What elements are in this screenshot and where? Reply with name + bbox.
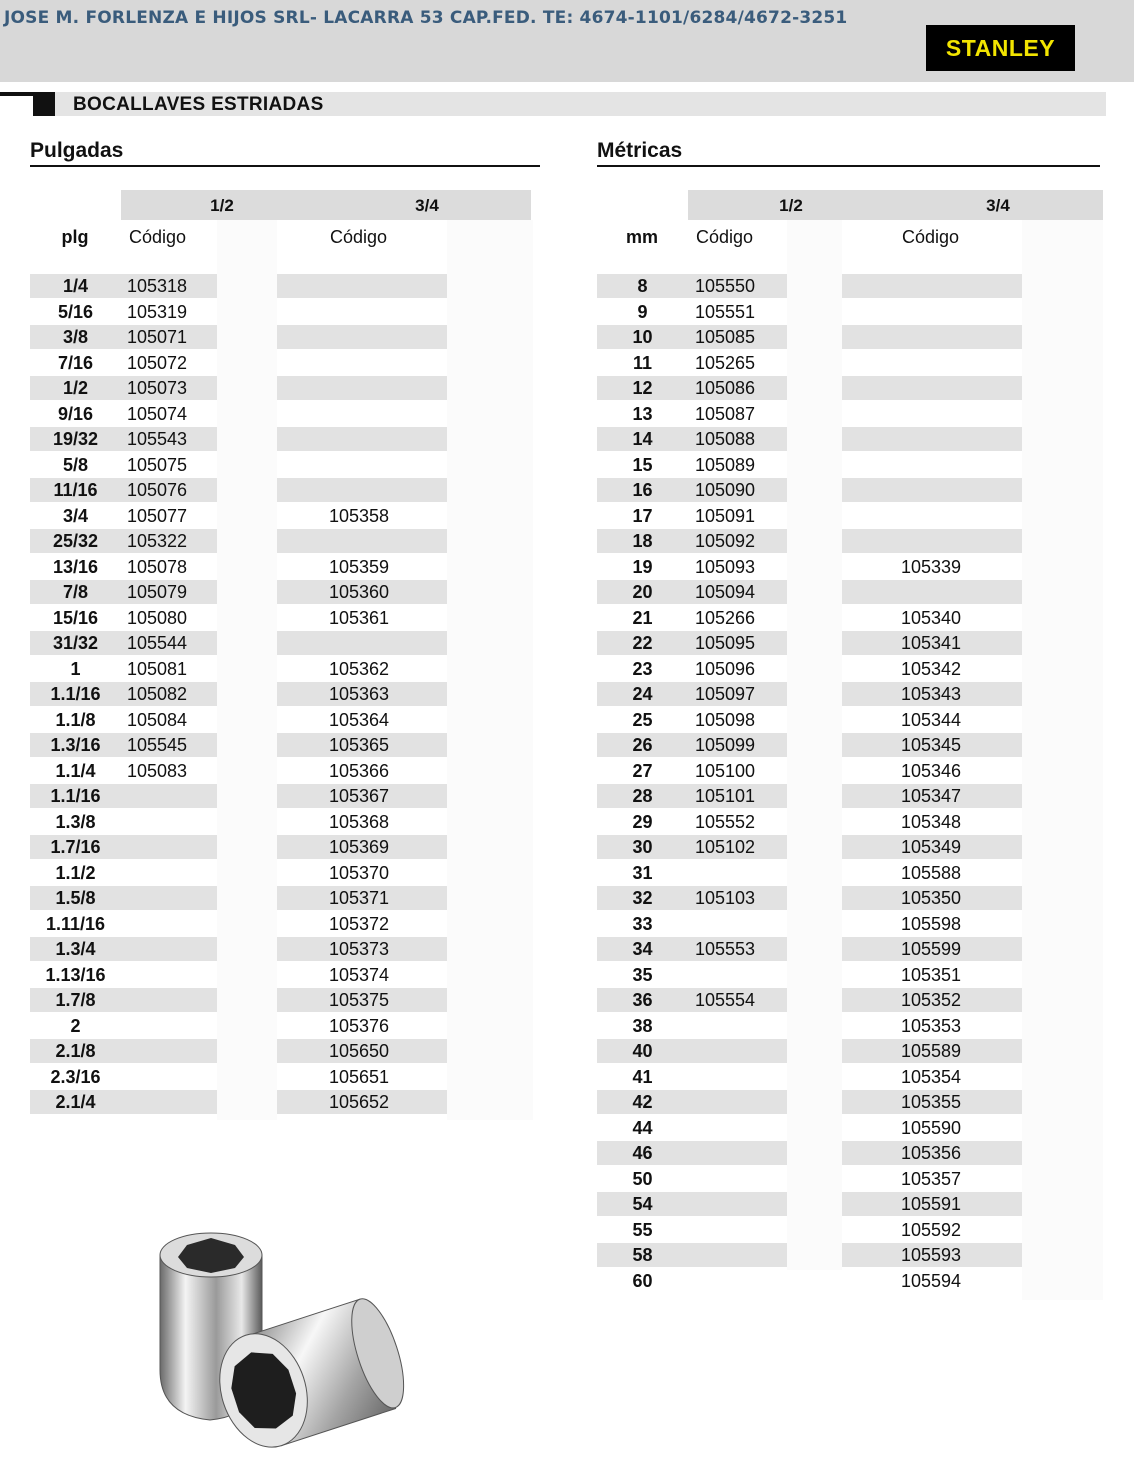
metricas-code-a-cell: 105090: [688, 478, 787, 502]
metricas-code-b-cell: 105350: [842, 886, 1022, 910]
metricas-size-cell: 11: [632, 352, 653, 373]
pulgadas-size-cell: 1/2: [30, 376, 121, 400]
pulgadas-code-b-cell: 105373: [277, 937, 447, 961]
metricas-code-b-cell: 105598: [901, 913, 962, 934]
pulgadas-size-cell: 1.7/16: [30, 835, 121, 859]
pulgadas-code-a-cell: [121, 835, 217, 859]
metricas-code-a-cell: 105101: [688, 784, 787, 808]
pulgadas-size-cell: 1/4: [30, 274, 121, 298]
pulgadas-code-a-cell: 105082: [121, 682, 217, 706]
pulgadas-code-b-cell: 105364: [329, 709, 390, 730]
pulgadas-size-cell: 1.3/4: [30, 937, 121, 961]
metricas-code-b-cell: 105340: [901, 607, 962, 628]
pulgadas-code-a-cell: 105072: [127, 352, 188, 373]
metricas-code-a-cell: 105103: [688, 886, 787, 910]
pulgadas-size-label: plg: [61, 227, 89, 247]
metricas-size-cell: 18: [597, 529, 688, 553]
pulgadas-code-a-cell: 105071: [121, 325, 217, 349]
metricas-size-cell: 23: [632, 658, 653, 679]
metricas-spacer-col: [787, 220, 842, 1270]
pulgadas-code-a-cell: [121, 1090, 217, 1114]
pulgadas-size-cell: 15/16: [52, 607, 99, 628]
pulgadas-code-b-cell: 105651: [329, 1066, 390, 1087]
metricas-code-b-cell: 105589: [842, 1039, 1022, 1063]
pulgadas-code-b-cell: 105372: [329, 913, 390, 934]
pulgadas-size-cell: 1.1/8: [55, 709, 96, 730]
metricas-size-cell: 42: [597, 1090, 688, 1114]
pulgadas-code-a-cell: [121, 937, 217, 961]
metricas-code-a-cell: 105088: [688, 427, 787, 451]
pulgadas-size-cell: 1.3/16: [30, 733, 121, 757]
metricas-size-cell: 50: [632, 1168, 653, 1189]
pulgadas-size-cell: 7/8: [30, 580, 121, 604]
metricas-size-cell: 41: [632, 1066, 653, 1087]
metricas-code-a-cell: 105087: [695, 403, 756, 424]
pulgadas-size-cell: 1.1/16: [30, 682, 121, 706]
pulgadas-code-a-cell: 105078: [127, 556, 188, 577]
pulgadas-code-a-cell: 105084: [127, 709, 188, 730]
metricas-size-cell: 27: [632, 760, 653, 781]
pulgadas-code-b-cell: [277, 427, 447, 451]
pulgadas-code-a-cell: [121, 886, 217, 910]
metricas-size-cell: 30: [597, 835, 688, 859]
metricas-code-b-cell: [842, 453, 1022, 477]
pulgadas-code-a-cell: [121, 810, 217, 834]
metricas-size-cell: 26: [597, 733, 688, 757]
metricas-code-b-cell: 105599: [842, 937, 1022, 961]
metricas-code-b-cell: [842, 274, 1022, 298]
pulgadas-code-label-a: Código: [129, 227, 187, 247]
pulgadas-code-b-cell: [277, 631, 447, 655]
metricas-code-a-cell: 105089: [695, 454, 756, 475]
metricas-size-cell: 36: [597, 988, 688, 1012]
metricas-code-a-cell: [688, 1269, 787, 1293]
pulgadas-size-cell: 1.7/8: [30, 988, 121, 1012]
metricas-size-cell: 46: [597, 1141, 688, 1165]
pulgadas-code-b-cell: 105363: [277, 682, 447, 706]
pulgadas-code-a-cell: 105544: [121, 631, 217, 655]
metricas-size-cell: 31: [632, 862, 653, 883]
pulgadas-size-cell: 1.11/16: [45, 913, 106, 934]
metricas-size-cell: 8: [597, 274, 688, 298]
metricas-code-a-cell: [688, 1116, 787, 1140]
metricas-code-a-cell: [688, 912, 787, 936]
pulgadas-size-cell: 2.1/4: [30, 1090, 121, 1114]
metricas-code-b-cell: 105353: [901, 1015, 962, 1036]
metricas-size-cell: 16: [597, 478, 688, 502]
pulgadas-code-b-cell: 105652: [277, 1090, 447, 1114]
pulgadas-size-cell: 1.1/4: [55, 760, 96, 781]
metricas-size-cell: 35: [632, 964, 653, 985]
metricas-code-b-cell: [842, 300, 1022, 324]
metricas-size-cell: 60: [632, 1270, 653, 1291]
pulgadas-code-b-cell: [277, 325, 447, 349]
pulgadas-code-b-cell: 105370: [329, 862, 390, 883]
metricas-size-cell: 15: [632, 454, 653, 475]
metricas-group-b: 3/4: [986, 196, 1010, 215]
pulgadas-code-b-cell: [277, 274, 447, 298]
pulgadas-code-a-cell: [121, 988, 217, 1012]
metricas-code-a-cell: [688, 1039, 787, 1063]
pulgadas-code-b-cell: 105366: [329, 760, 390, 781]
pulgadas-code-a-cell: [121, 784, 217, 808]
metricas-code-b-cell: 105345: [842, 733, 1022, 757]
metricas-code-label-a: Código: [696, 227, 754, 247]
pulgadas-group-a: 1/2: [210, 196, 234, 215]
pulgadas-code-a-cell: 105083: [127, 760, 188, 781]
pulgadas-size-cell: 1.13/16: [45, 964, 106, 985]
metricas-code-a-cell: 105095: [688, 631, 787, 655]
pulgadas-size-cell: 25/32: [30, 529, 121, 553]
pulgadas-size-cell: 2.3/16: [50, 1066, 101, 1087]
metricas-size-cell: 44: [632, 1117, 653, 1138]
pulgadas-code-a-cell: 105081: [127, 658, 188, 679]
pulgadas-spacer-col-2: [447, 220, 533, 1120]
metricas-size-cell: 20: [597, 580, 688, 604]
pulgadas-size-cell: 5/8: [62, 454, 89, 475]
metricas-size-cell: 28: [597, 784, 688, 808]
metricas-code-b-cell: 105349: [842, 835, 1022, 859]
metricas-size-cell: 17: [632, 505, 653, 526]
pulgadas-code-label-b: Código: [330, 227, 388, 247]
metricas-spacer-col-2: [1022, 220, 1103, 1300]
pulgadas-code-b-cell: 105367: [277, 784, 447, 808]
metricas-code-b-cell: 105357: [901, 1168, 962, 1189]
metricas-code-b-cell: 105592: [901, 1219, 962, 1240]
metricas-code-a-cell: [688, 1167, 787, 1191]
metricas-code-a-cell: 105091: [695, 505, 756, 526]
metricas-code-b-cell: 105344: [901, 709, 962, 730]
metricas-code-b-cell: [842, 351, 1022, 375]
pulgadas-code-a-cell: [121, 1014, 217, 1038]
metricas-code-a-cell: [688, 861, 787, 885]
pulgadas-rule: [30, 165, 540, 167]
metricas-size-cell: 29: [632, 811, 653, 832]
metricas-code-a-cell: 105098: [695, 709, 756, 730]
metricas-code-b-cell: 105347: [842, 784, 1022, 808]
metricas-size-cell: 55: [632, 1219, 653, 1240]
metricas-group-a: 1/2: [779, 196, 803, 215]
pulgadas-size-cell: 7/16: [57, 352, 94, 373]
pulgadas-code-a-cell: 105073: [121, 376, 217, 400]
metricas-code-b-cell: 105594: [901, 1270, 962, 1291]
pulgadas-panel: [30, 130, 540, 1130]
metricas-code-b-cell: [842, 478, 1022, 502]
metricas-size-cell: 9: [637, 301, 648, 322]
metricas-code-a-cell: 105550: [688, 274, 787, 298]
metricas-code-b-cell: 105339: [901, 556, 962, 577]
metricas-code-b-cell: [842, 580, 1022, 604]
metricas-code-a-cell: 105266: [695, 607, 756, 628]
brand-logo: STANLEY: [926, 25, 1075, 71]
pulgadas-code-b-cell: 105362: [329, 658, 390, 679]
pulgadas-code-b-cell: [277, 453, 447, 477]
section-title: BOCALLAVES ESTRIADAS: [73, 94, 324, 115]
pulgadas-code-b-cell: 105371: [277, 886, 447, 910]
pulgadas-code-b-cell: 105376: [329, 1015, 390, 1036]
metricas-code-b-cell: 105352: [842, 988, 1022, 1012]
pulgadas-size-cell: 3/8: [30, 325, 121, 349]
metricas-group-header: [688, 190, 1103, 220]
metricas-code-b-cell: 105588: [901, 862, 962, 883]
metricas-code-a-cell: [688, 1192, 787, 1216]
pulgadas-code-b-cell: [277, 351, 447, 375]
pulgadas-code-b-cell: [277, 376, 447, 400]
pulgadas-code-b-cell: 105360: [277, 580, 447, 604]
metricas-size-cell: 22: [597, 631, 688, 655]
pulgadas-code-a-cell: 105319: [127, 301, 188, 322]
pulgadas-code-b-cell: 105374: [329, 964, 390, 985]
pulgadas-code-b-cell: 105368: [329, 811, 390, 832]
metricas-code-a-cell: 105102: [688, 835, 787, 859]
metricas-size-cell: 24: [597, 682, 688, 706]
metricas-code-b-cell: 105593: [842, 1243, 1022, 1267]
pulgadas-size-cell: 2: [70, 1015, 81, 1036]
pulgadas-code-b-cell: [277, 402, 447, 426]
metricas-size-cell: 34: [597, 937, 688, 961]
metricas-code-a-cell: 105096: [695, 658, 756, 679]
metricas-code-b-cell: 105591: [842, 1192, 1022, 1216]
pulgadas-code-b-cell: 105359: [329, 556, 390, 577]
pulgadas-code-a-cell: [121, 1039, 217, 1063]
pulgadas-code-b-cell: [277, 478, 447, 502]
metricas-code-b-cell: 105343: [842, 682, 1022, 706]
pulgadas-code-b-cell: 105358: [329, 505, 390, 526]
metricas-code-a-cell: 105100: [695, 760, 756, 781]
pulgadas-size-cell: 31/32: [30, 631, 121, 655]
metricas-size-cell: 33: [632, 913, 653, 934]
metricas-size-label: mm: [625, 227, 658, 247]
pulgadas-title: Pulgadas: [30, 139, 124, 162]
pulgadas-size-cell: 1.5/8: [30, 886, 121, 910]
pulgadas-size-cell: 1.3/8: [55, 811, 96, 832]
metricas-code-a-cell: 105551: [695, 301, 756, 322]
pulgadas-code-a-cell: 105074: [127, 403, 188, 424]
metricas-code-a-cell: [688, 1141, 787, 1165]
metricas-size-cell: 19: [632, 556, 653, 577]
metricas-rule: [597, 165, 1100, 167]
metricas-panel: [597, 130, 1107, 1310]
metricas-code-b-cell: [842, 427, 1022, 451]
pulgadas-group-header: [121, 190, 531, 220]
metricas-code-b-cell: 105348: [901, 811, 962, 832]
metricas-size-cell: 14: [597, 427, 688, 451]
pulgadas-code-a-cell: 105075: [127, 454, 188, 475]
metricas-size-cell: 25: [632, 709, 653, 730]
pulgadas-code-a-cell: 105322: [121, 529, 217, 553]
pulgadas-code-a-cell: 105077: [127, 505, 188, 526]
metricas-code-b-cell: [842, 325, 1022, 349]
company-info: JOSE M. FORLENZA E HIJOS SRL- LACARRA 53 CAP.FED. TE: 4674-1101/6284/4672-3251: [4, 8, 848, 28]
pulgadas-spacer-col: [217, 220, 277, 1120]
pulgadas-size-cell: 3/4: [62, 505, 89, 526]
metricas-code-a-cell: [688, 1065, 787, 1089]
metricas-code-b-cell: 105356: [842, 1141, 1022, 1165]
pulgadas-code-b-cell: [277, 300, 447, 324]
pulgadas-code-b-cell: [277, 529, 447, 553]
metricas-code-a-cell: 105265: [695, 352, 756, 373]
metricas-code-b-cell: 105590: [901, 1117, 962, 1138]
socket-illustration: [140, 1220, 420, 1465]
section-marker: [33, 92, 55, 116]
metricas-code-a-cell: [688, 1243, 787, 1267]
pulgadas-size-cell: 5/16: [57, 301, 94, 322]
pulgadas-group-b: 3/4: [415, 196, 439, 215]
metricas-code-b-cell: 105346: [901, 760, 962, 781]
metricas-code-a-cell: 105093: [695, 556, 756, 577]
pulgadas-size-cell: 11/16: [30, 478, 121, 502]
metricas-code-a-cell: 105086: [688, 376, 787, 400]
metricas-code-b-cell: [842, 504, 1022, 528]
pulgadas-size-cell: 2.1/8: [30, 1039, 121, 1063]
pulgadas-code-b-cell: 105361: [329, 607, 390, 628]
metricas-size-cell: 58: [597, 1243, 688, 1267]
metricas-code-a-cell: 105099: [688, 733, 787, 757]
metricas-size-cell: 21: [632, 607, 653, 628]
metricas-code-b-cell: [842, 529, 1022, 553]
metricas-code-a-cell: 105554: [688, 988, 787, 1012]
metricas-size-cell: 32: [597, 886, 688, 910]
metricas-size-cell: 40: [597, 1039, 688, 1063]
metricas-code-label-b: Código: [902, 227, 960, 247]
pulgadas-code-b-cell: 105369: [277, 835, 447, 859]
metricas-code-b-cell: 105355: [842, 1090, 1022, 1114]
metricas-code-a-cell: 105085: [688, 325, 787, 349]
metricas-size-cell: 38: [632, 1015, 653, 1036]
pulgadas-size-cell: 13/16: [52, 556, 99, 577]
pulgadas-code-a-cell: 105079: [121, 580, 217, 604]
pulgadas-code-a-cell: 105076: [121, 478, 217, 502]
metricas-code-b-cell: 105351: [901, 964, 962, 985]
pulgadas-code-a-cell: [121, 963, 217, 987]
header-bar: [0, 0, 1134, 82]
pulgadas-size-cell: 1: [70, 658, 81, 679]
pulgadas-code-a-cell: [121, 861, 217, 885]
metricas-code-a-cell: 105553: [688, 937, 787, 961]
pulgadas-code-b-cell: 105650: [277, 1039, 447, 1063]
metricas-code-a-cell: 105094: [688, 580, 787, 604]
pulgadas-code-a-cell: 105080: [127, 607, 188, 628]
pulgadas-code-b-cell: 105375: [277, 988, 447, 1012]
metricas-size-cell: 10: [597, 325, 688, 349]
pulgadas-code-b-cell: 105365: [277, 733, 447, 757]
metricas-code-a-cell: [688, 1090, 787, 1114]
metricas-size-cell: 54: [597, 1192, 688, 1216]
pulgadas-code-a-cell: [121, 912, 217, 936]
metricas-code-a-cell: [688, 963, 787, 987]
pulgadas-size-cell: 9/16: [57, 403, 94, 424]
metricas-code-b-cell: 105342: [901, 658, 962, 679]
pulgadas-code-a-cell: 105318: [121, 274, 217, 298]
metricas-code-a-cell: 105552: [695, 811, 756, 832]
pulgadas-code-a-cell: [121, 1065, 217, 1089]
pulgadas-size-cell: 19/32: [30, 427, 121, 451]
metricas-size-cell: 12: [597, 376, 688, 400]
metricas-code-b-cell: [842, 376, 1022, 400]
metricas-code-a-cell: 105092: [688, 529, 787, 553]
metricas-code-b-cell: [842, 402, 1022, 426]
pulgadas-size-cell: 1.1/2: [55, 862, 96, 883]
metricas-code-a-cell: [688, 1014, 787, 1038]
metricas-title: Métricas: [597, 139, 683, 162]
metricas-code-b-cell: 105341: [842, 631, 1022, 655]
pulgadas-size-cell: 1.1/16: [30, 784, 121, 808]
pulgadas-code-a-cell: 105543: [121, 427, 217, 451]
metricas-size-cell: 13: [632, 403, 653, 424]
metricas-code-a-cell: [688, 1218, 787, 1242]
pulgadas-code-a-cell: 105545: [121, 733, 217, 757]
metricas-code-b-cell: 105354: [901, 1066, 962, 1087]
metricas-code-a-cell: 105097: [688, 682, 787, 706]
